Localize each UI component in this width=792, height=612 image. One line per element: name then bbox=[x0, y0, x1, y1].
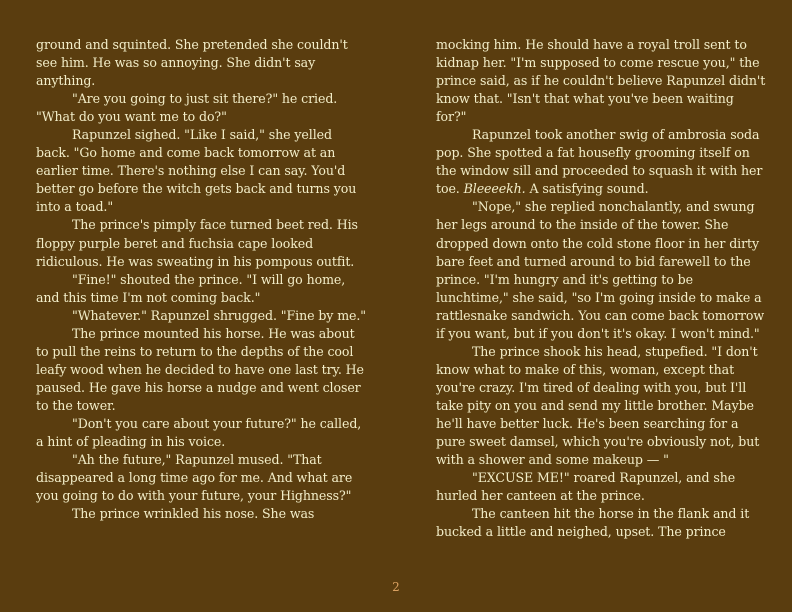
page-number: 2 bbox=[392, 580, 400, 594]
paragraph: "Ah the future," Rapunzel mused. "That disappeared a long time ago for me. And what are you going to do with your future, your Highness?" bbox=[36, 452, 353, 504]
paragraph: The prince's pimply face turned beet red. His floppy purple beret and fuchsia cape looked ridiculous. He was sweating in his pompous outfit. bbox=[36, 217, 358, 269]
paragraph: "Don't you care about your future?" he called, a hint of pleading in his voice. bbox=[36, 415, 362, 450]
paragraph bbox=[436, 126, 766, 198]
paragraph-text-continued: A satisfying sound. bbox=[529, 181, 649, 197]
paragraph: "EXCUSE ME!" roared Rapunzel, and she hurled her canteen at the prince. bbox=[436, 470, 736, 504]
paragraph: The prince mounted his horse. He was about to pull the reins to return to the depths of the cool leafy wood when he decided to have one last try. He paused. He gave his horse a nudge and went closer to the tower. bbox=[36, 325, 364, 413]
paragraph-text: Rapunzel took another swig of ambrosia soda pop. She spotted a fat housefly grooming itself on the window sill and proceeded to squash it with her toe. bbox=[436, 127, 763, 197]
italic-sound-word: Bleeeekh. bbox=[463, 181, 526, 197]
paragraph: ground and squinted. She pretended she couldn't see him. He was so annoying. She didn't say anything. bbox=[36, 37, 348, 89]
paragraph: The prince shook his head, stupefied. "I don't know what to make of this, woman, except that you're crazy. I'm tired of dealing with you, but I'll take pity on you and send my little brother. Maybe he'll have better luck. He's been searching for a pure sweet damsel, which you're obviously not, but with a shower and some makeup — " bbox=[436, 343, 760, 468]
paragraph: "Nope," she replied nonchalantly, and swung her legs around to the inside of the tower. She dropped down onto the cold stone floor in her dirty bare feet and turned around to bid farewell to the prince. "I'm hungry and it's getting to be lunchtime," she said, "so I'm going inside to make a rattlesnake sandwich. You can come back tomorrow if you want, but if you don't it's okay. I won't mind." bbox=[436, 199, 765, 341]
paragraph: "Are you going to just sit there?" he cried. "What do you want me to do?" bbox=[36, 91, 338, 125]
paragraph: "Whatever." Rapunzel shrugged. "Fine by me." bbox=[72, 307, 367, 323]
left-text-column bbox=[36, 36, 366, 523]
right-text-column bbox=[436, 36, 766, 541]
paragraph: mocking him. He should have a royal troll sent to kidnap her. "I'm supposed to come rescue you," the prince said, as if he couldn't believe Rapunzel didn't know that. "Isn't that what you've been waiting for?" bbox=[436, 37, 766, 125]
paragraph: Rapunzel sighed. "Like I said," she yelled back. "Go home and come back tomorrow at an earlier time. There's nothing else I can say. You'd better go before the witch gets back and turns you into a toad." bbox=[36, 127, 357, 215]
paragraph: The canteen hit the horse in the flank and it bucked a little and neighed, upset. The prince bbox=[436, 506, 750, 540]
paragraph: The prince wrinkled his nose. She was bbox=[72, 506, 315, 522]
paragraph: "Fine!" shouted the prince. "I will go home, and this time I'm not coming back." bbox=[36, 271, 346, 305]
